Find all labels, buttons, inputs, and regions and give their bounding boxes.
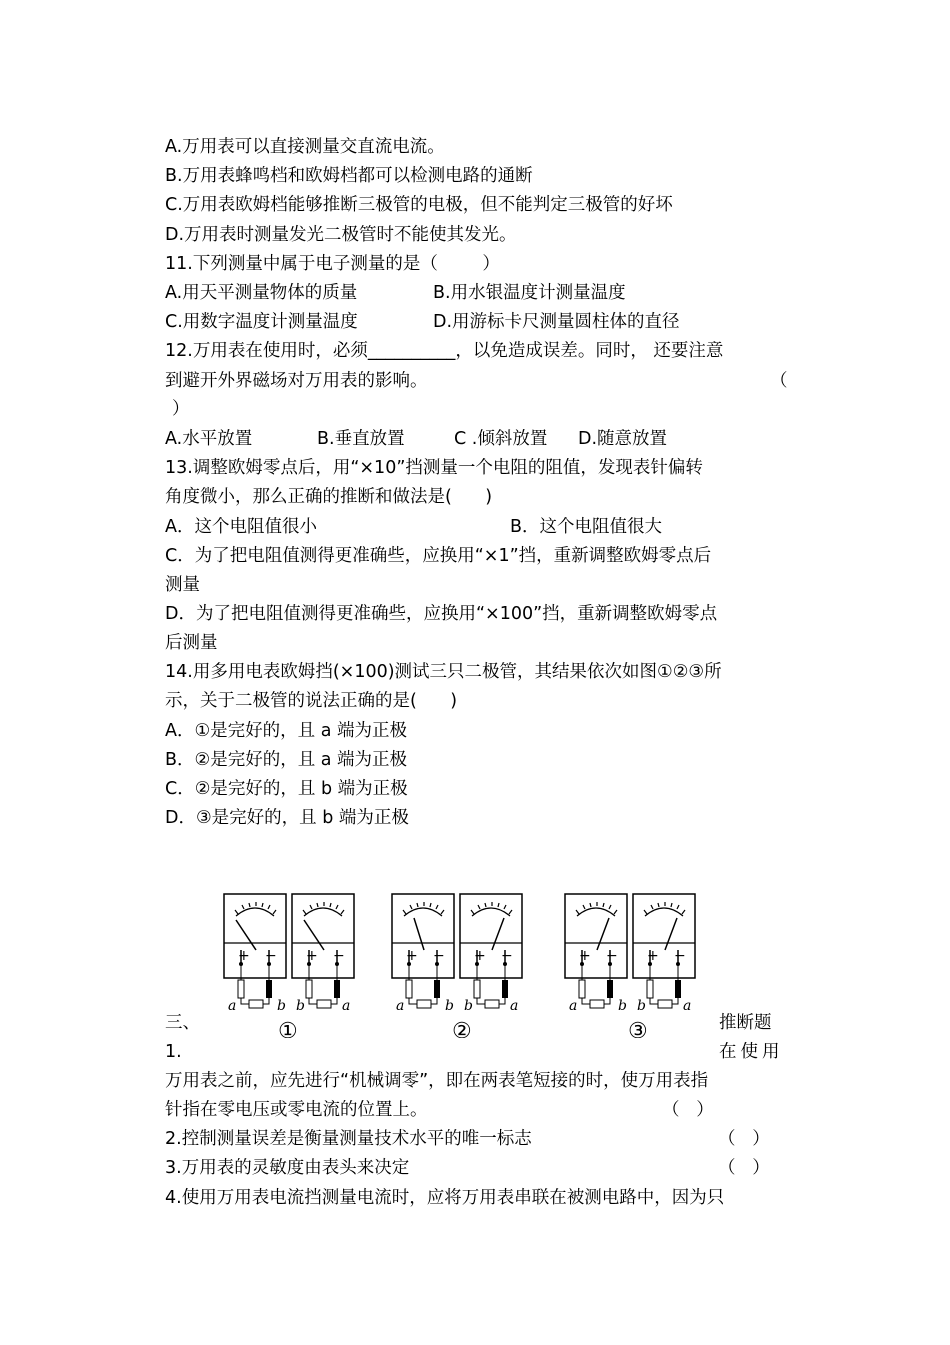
judge-q1-line3: 针指在零电压或零电流的位置上。 [165,1100,428,1120]
q14-line2: 示，关于二极管的说法正确的是( ) [165,691,458,711]
q14-option-a: A．①是完好的，且 a 端为正极 [165,721,408,741]
q14-option-d: D．③是完好的，且 b 端为正极 [165,808,409,828]
q12-option-a: A.水平放置 [165,429,253,449]
q14-line1: 14.用多用电表欧姆挡(×100)测试三只二极管，其结果依次如图①②③所 [165,662,722,682]
minus-sign: − [265,948,277,964]
judge-q1-tail: 在使用 [719,1042,784,1062]
q12-line2: 到避开外界磁场对万用表的影响。 [165,371,428,391]
terminal-label: a [228,998,237,1014]
q13-line1: 13.调整欧姆零点后，用“×10”挡测量一个电阻的阻值，发现表针偏转 [165,458,703,478]
judge-q4: 4.使用万用表电流挡测量电流时，应将万用表串联在被测电路中，因为只 [165,1188,725,1208]
meter-box-1a [224,894,286,978]
q13-option-c-line2: 测量 [165,575,200,595]
q13-option-b: B．这个电阻值很大 [510,517,663,537]
diode-test-figure [220,888,700,1038]
q11-stem: 11.下列测量中属于电子测量的是（ ） [165,254,500,274]
q11-option-d: D.用游标卡尺测量圆柱体的直径 [433,312,680,332]
terminal-label: b [464,998,473,1014]
figure-number: ② [452,1019,472,1038]
answer-blank[interactable]: （ ） [718,1129,770,1149]
meter-box-2b [460,894,522,978]
terminal-label: b [637,998,646,1014]
q12-option-c: C .倾斜放置 [454,429,548,449]
minus-sign: − [433,948,445,964]
q14-option-b: B．②是完好的，且 a 端为正极 [165,750,408,770]
q13-line2: 角度微小，那么正确的推断和做法是( ) [165,487,493,507]
q11-option-c: C.用数字温度计测量温度 [165,312,358,332]
answer-blank[interactable]: （ ） [662,1100,714,1120]
q12-line1: 12.万用表在使用时，必须__________，以免造成误差。同时， 还要注意 [165,341,724,361]
minus-sign: − [606,948,618,964]
q11-option-a: A.用天平测量物体的质量 [165,283,358,303]
meter-box-2a [392,894,454,978]
section-prefix: 三、 [165,1013,200,1033]
terminal-label: a [510,998,519,1014]
answer-blank[interactable]: （ ） [718,1158,770,1178]
plus-sign: + [579,948,591,964]
meter-box-1b [292,894,354,978]
q10-option-c: C.万用表欧姆档能够推断三极管的电极，但不能判定三极管的好坏 [165,195,673,215]
terminal-label: a [683,998,692,1014]
meter-box-3a [565,894,627,978]
group-3 [565,894,695,1038]
minus-sign: − [674,948,686,964]
q12-option-b: B.垂直放置 [317,429,405,449]
q10-option-d: D.万用表时测量发光二极管时不能使其发光。 [165,225,517,245]
q11-option-b: B.用水银温度计测量温度 [433,283,626,303]
judge-q3: 3.万用表的灵敏度由表头来决定 [165,1158,410,1178]
section-title: 推断题 [719,1013,772,1033]
q10-option-b: B.万用表蜂鸣档和欧姆档都可以检测电路的通断 [165,166,533,186]
judge-q1-line2: 万用表之前，应先进行“机械调零”，即在两表笔短接的时，使万用表指 [165,1071,709,1091]
meter-box-3b [633,894,695,978]
plus-sign: + [238,948,250,964]
q12-paren-open: （ [770,371,788,391]
minus-sign: − [501,948,513,964]
plus-sign: + [406,948,418,964]
q12-paren-close: ） [172,399,190,419]
plus-sign: + [306,948,318,964]
figure-number: ① [278,1019,298,1038]
q14-option-c: C．②是完好的，且 b 端为正极 [165,779,408,799]
terminal-label: a [342,998,351,1014]
terminal-label: b [618,998,627,1014]
plus-sign: + [474,948,486,964]
terminal-label: a [569,998,578,1014]
q13-option-d-line1: D．为了把电阻值测得更准确些，应换用“×100”挡，重新调整欧姆零点 [165,604,718,624]
q12-option-d: D.随意放置 [578,429,668,449]
plus-sign: + [647,948,659,964]
group-1 [224,894,354,1038]
terminal-label: a [396,998,405,1014]
figure-number: ③ [628,1019,648,1038]
group-2 [392,894,522,1038]
q10-option-a: A.万用表可以直接测量交直流电流。 [165,137,445,157]
q13-option-d-line2: 后测量 [165,633,218,653]
terminal-label: b [445,998,454,1014]
minus-sign: − [333,948,345,964]
judge-q2: 2.控制测量误差是衡量测量技术水平的唯一标志 [165,1129,532,1149]
q13-option-c-line1: C．为了把电阻值测得更准确些，应换用“×1”挡，重新调整欧姆零点后 [165,546,712,566]
q13-option-a: A．这个电阻值很小 [165,517,317,537]
terminal-label: b [296,998,305,1014]
terminal-label: b [277,998,286,1014]
judge-q1-number: 1. [165,1042,182,1062]
